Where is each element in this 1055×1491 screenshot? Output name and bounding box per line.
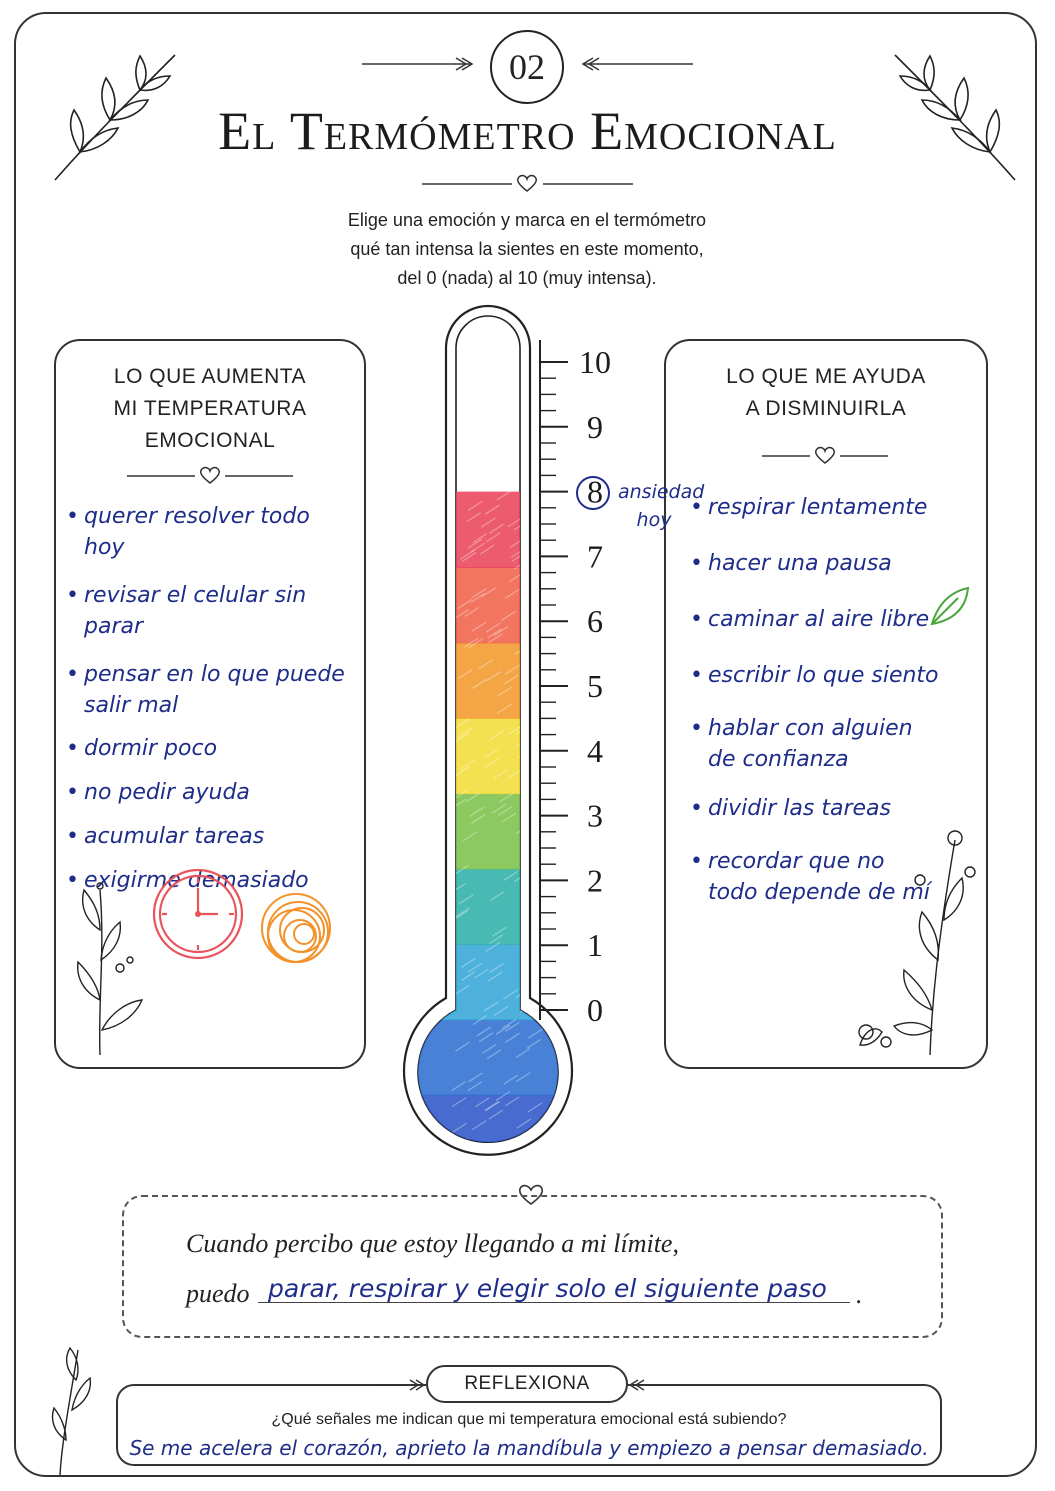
thermometer [400, 300, 705, 1180]
emotion-annotation: ansiedad hoy [618, 481, 705, 531]
scale-number: 5 [587, 668, 603, 704]
scale-number: 8 [587, 473, 603, 510]
decrease-panel-title: LO QUE ME AYUDA A DISMINUIRLA [726, 365, 926, 420]
list-item: • dividir las tareas [690, 793, 980, 824]
activity-number: 02 [490, 30, 564, 104]
list-item: • revisar el celular sin parar [66, 580, 356, 642]
list-item: • recordar que no todo depende de mí [690, 846, 938, 908]
marked-value-circle [574, 474, 612, 512]
branch-icon [40, 1340, 120, 1480]
scale-number: 4 [587, 732, 603, 769]
reflection-label: REFLEXIONA [426, 1365, 628, 1403]
completion-suffix: . [856, 1280, 863, 1309]
list-item: • pensar en lo que puede salir mal [66, 659, 356, 721]
completion-prefix: puedo [186, 1279, 250, 1308]
heart-icon [125, 465, 295, 487]
list-item: • respirar lentamente [690, 492, 980, 523]
clock-icon [150, 866, 246, 962]
fill-texture [529, 789, 543, 798]
list-item: • escribir lo que siento [690, 660, 980, 691]
completion-line1: Cuando percibo que estoy llegando a mi límite, [186, 1229, 679, 1258]
list-item: • hacer una pausa [690, 548, 980, 579]
list-item: • no pedir ayuda [66, 777, 356, 808]
heart-icon [420, 172, 635, 196]
scale-number: 2 [587, 862, 603, 899]
instructions: Elige una emoción y marca en el termómetro qué tan intensa la sientes en este momento, del 0 (nada) al 10 (muy intensa). [347, 210, 707, 288]
reflection-question: ¿Qué señales me indican que mi temperatura emocional está subiendo? [271, 1411, 787, 1428]
scale-number: 0 [587, 992, 603, 1028]
fill-texture [511, 1159, 525, 1168]
completion-answer[interactable]: parar, respirar y elegir solo el siguiente paso [268, 1274, 827, 1303]
thermometer-scale [540, 340, 611, 1028]
list-item: • acumular tareas [66, 821, 356, 852]
flower-icon [820, 820, 980, 1060]
reflection-answer[interactable]: Se me acelera el corazón, aprieto la mandíbula y empiezo a pensar demasiado. [129, 1436, 929, 1460]
leaf-icon [928, 584, 972, 628]
list-item: • querer resolver todo hoy [66, 501, 356, 563]
flower-icon [60, 850, 160, 1060]
scale-number: 9 [587, 408, 603, 445]
completion-box [122, 1195, 943, 1338]
scale-number: 3 [587, 797, 603, 834]
scale-number: 7 [587, 538, 603, 575]
page-title: El Termómetro Emocional [218, 101, 837, 161]
scale-number: 1 [587, 927, 603, 964]
scale-number: 6 [587, 603, 603, 640]
list-item: • exigirme demasiado [66, 865, 356, 896]
increase-panel-title: LO QUE AUMENTA MI TEMPERATURA EMOCIONAL [113, 365, 307, 452]
list-item: • dormir poco [66, 733, 356, 764]
scale-number: 10 [579, 344, 611, 380]
fill-texture [474, 1155, 488, 1164]
increase-list [66, 501, 356, 896]
heart-icon [760, 445, 890, 467]
list-item: • hablar con alguien de confianza [690, 713, 938, 775]
scribble-icon [256, 892, 344, 976]
fill-texture [498, 1158, 512, 1167]
list-item: • caminar al aire libre [690, 604, 980, 635]
